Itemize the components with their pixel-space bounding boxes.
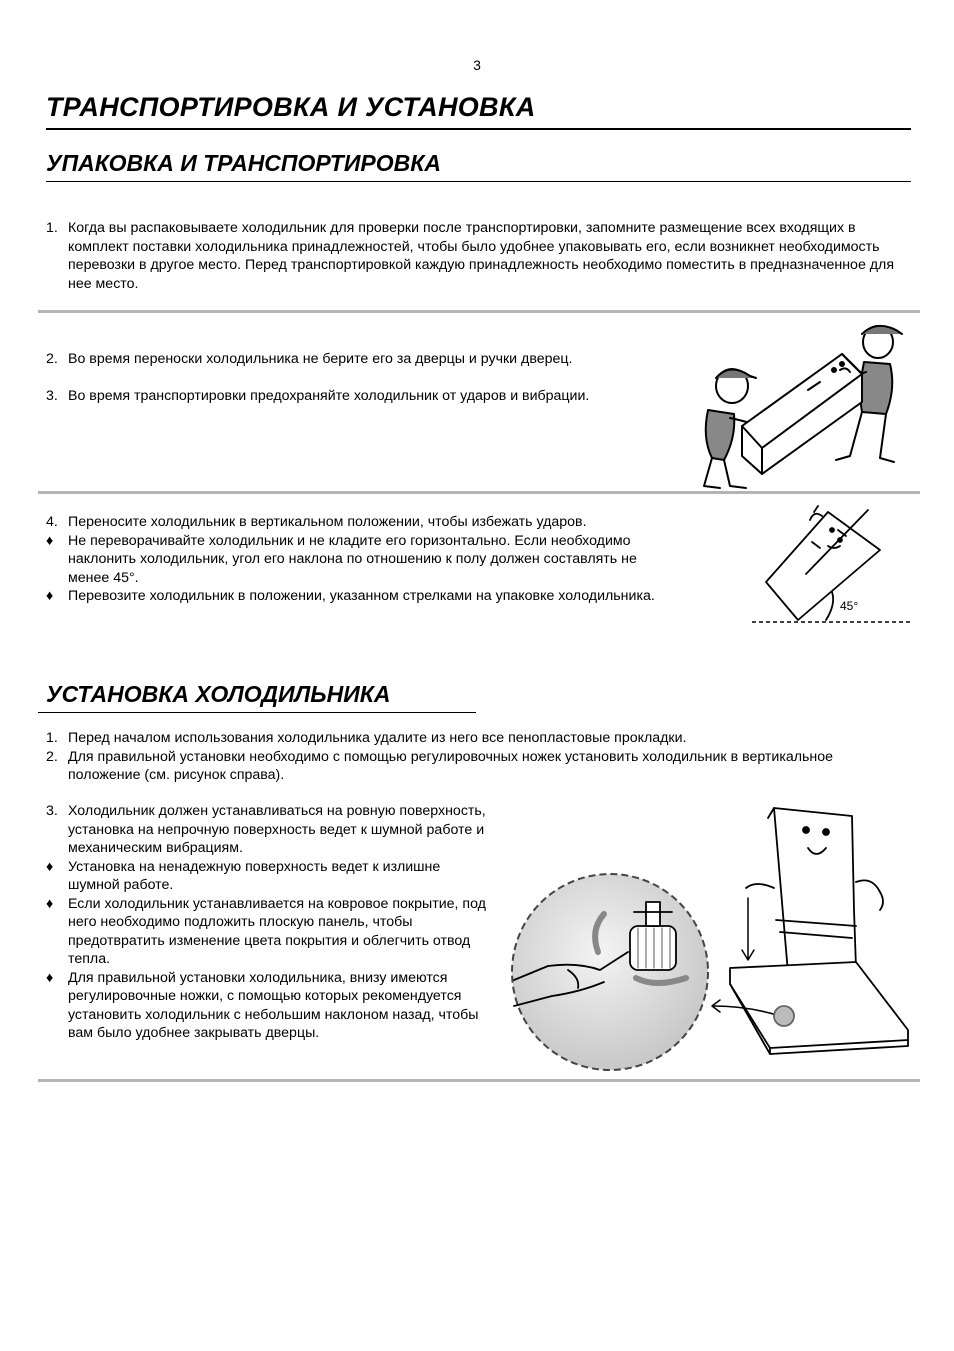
surface-instructions (46, 802, 494, 1043)
section-divider (38, 1079, 920, 1082)
list-text: Для правильной установки необходимо с помощью регулировочных ножек установить холодильник в вертикальное положение (см. рисунок справа). (68, 748, 834, 783)
bullet-icon: ♦ (46, 969, 54, 986)
section1-underline (46, 181, 911, 182)
section-divider (38, 491, 920, 494)
list-marker: 2. (46, 748, 58, 765)
list-text: Не переворачивайте холодильник и не кладите его горизонтально. Если необходимо наклонить холодильник, угол его наклона по отношению к полу должен составлять не менее 45°. (68, 532, 637, 586)
list-text: Холодильник должен устанавливаться на ровную поверхность, установка на непрочную поверхность ведет к шумной работе и механическим вибрациям. (68, 803, 486, 856)
bullet-icon: ♦ (46, 588, 54, 604)
list-item (46, 387, 686, 406)
list-item (46, 802, 494, 858)
list-text: Перевозите холодильник в положении, указанном стрелками на упаковке холодильника. (68, 588, 655, 604)
bullet-icon: ♦ (46, 895, 54, 912)
list-item (46, 729, 876, 748)
angle-label: 45° (840, 599, 859, 613)
list-marker: 1. (46, 220, 58, 236)
list-marker: 1. (46, 730, 58, 746)
list-text: Когда вы распаковываете холодильник для проверки после транспортировки, запомните размещение всех входящих в комплект поставки холодильника принадлежностей, чтобы было удобнее упаковывать его, если возникнет необходимость перевозки в другое место. Перед транспортировкой каждую принадлежность необходимо поместить в предназначенное для нее место. (68, 220, 895, 292)
list-text: Для правильной установки холодильника, внизу имеются регулировочные ножки, с помощью которых рекомендуется установить холодильник с небольшим наклоном назад, чтобы вам было удобнее закрывать дверцы. (68, 969, 479, 1041)
bullet-item (46, 587, 666, 606)
section2-heading: УСТАНОВКА ХОЛОДИЛЬНИКА (46, 681, 391, 707)
list-text: Во время переноски холодильника не берите его за дверцы и ручки дверец. (68, 351, 573, 367)
list-marker: 3. (46, 387, 58, 404)
bullet-item (46, 895, 494, 969)
bullet-item (46, 858, 494, 895)
list-item (46, 748, 876, 785)
section-divider (38, 310, 920, 313)
list-item (46, 350, 686, 369)
bullet-item (46, 969, 494, 1043)
title-underline (46, 128, 911, 130)
page-title: ТРАНСПОРТИРОВКА И УСТАНОВКА (46, 92, 536, 122)
list-text: Если холодильник устанавливается на ковровое покрытие, под него необходимо подложить плоскую панель, чтобы предотвратить изменение цвета покрытия и облегчить отвод тепла. (68, 895, 486, 967)
bullet-icon: ♦ (46, 858, 54, 875)
list-marker: 4. (46, 514, 58, 530)
carrying-instructions (46, 350, 686, 405)
section1-heading: УПАКОВКА И ТРАНСПОРТИРОВКА (46, 150, 441, 176)
people-carrying-fridge-illustration (690, 318, 920, 493)
list-marker: 3. (46, 803, 58, 819)
tilted-fridge-illustration (748, 500, 918, 630)
bullet-icon: ♦ (46, 532, 54, 549)
list-marker: 2. (46, 351, 58, 367)
bullet-item (46, 532, 666, 588)
list-text: Перед началом использования холодильника удалите из него все пенопластовые прокладки. (68, 730, 687, 746)
page-number: 3 (473, 57, 481, 73)
list-item (46, 219, 896, 293)
list-text: Во время транспортировки предохраняйте холодильник от ударов и вибрации. (68, 387, 590, 404)
vertical-transport-instructions (46, 513, 666, 606)
list-text: Переносите холодильник в вертикальном положении, чтобы избежать ударов. (68, 514, 587, 530)
section2-underline (38, 712, 476, 713)
adjustable-feet-illustration (508, 802, 918, 1072)
list-text: Установка на ненадежную поверхность ведет к излишне шумной работе. (68, 858, 441, 893)
installation-instructions (46, 729, 876, 785)
unpacking-instruction (46, 219, 896, 293)
list-item (46, 513, 666, 532)
